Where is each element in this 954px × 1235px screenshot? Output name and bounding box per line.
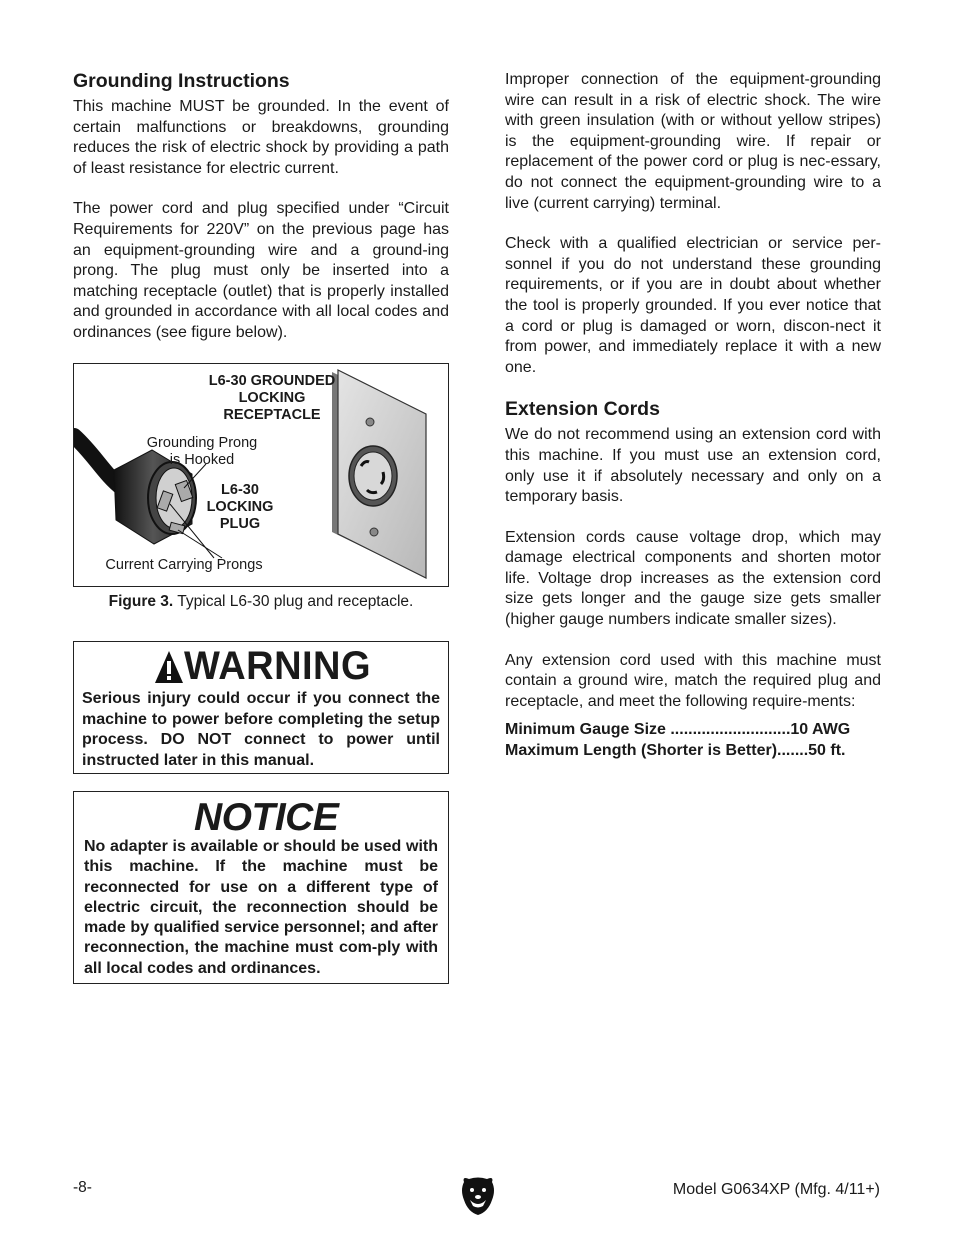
plug-label-line-3: PLUG	[219, 516, 261, 532]
extension-paragraph-2: Extension cords cause voltage drop, which may damage electrical components and shorten motor life. Voltage drop increases as the extension cord size gets longer and the gauge size gets smaller (higher gauge numbers indicate smaller sizes).	[505, 528, 881, 629]
notice-title	[194, 796, 338, 840]
right-column	[505, 70, 881, 762]
improper-connection-paragraph: Improper connection of the equipment-grounding wire can result in a risk of electric shock. The wire with green insulation (with or without yellow stripes) is the equipment-grounding wire. If repair or replacement of the power cord or plug is nec-essary, do not connect the equipment-grounding wire to a live (current carrying) terminal.	[505, 71, 881, 212]
plug-label	[200, 482, 280, 533]
notice-box	[73, 791, 449, 984]
warning-text: Serious injury could occur if you connect the machine to power before completing the setup process. DO NOT connect to power until instructed later in this manual.	[82, 690, 440, 769]
extension-paragraph-3: Any extension cord used with this machine must contain a ground wire, match the required plug and receptacle, and meet the following require-ments:	[505, 651, 881, 710]
receptacle-label-line-1: L6-30 GROUNDED	[208, 373, 336, 389]
grounding-prong-line-2: is Hooked	[169, 452, 235, 468]
spec-min-gauge: Minimum Gauge Size ...........................10 AWG	[505, 721, 851, 739]
receptacle-label	[182, 373, 362, 424]
plug-label-line-2: LOCKING	[206, 499, 274, 515]
warning-triangle-icon	[154, 650, 184, 684]
model-info: Model G0634XP (Mfg. 4/11+)	[672, 1181, 880, 1198]
receptacle-label-line-3: RECEPTACLE	[223, 407, 321, 423]
figure-caption-text: Typical L6-30 plug and receptacle.	[173, 593, 414, 610]
grounding-heading: Grounding Instructions	[73, 70, 290, 92]
plug-label-line-1: L6-30	[221, 482, 259, 498]
grounding-prong-line-1: Grounding Prong	[146, 435, 258, 451]
current-prongs-label: Current Carrying Prongs	[105, 557, 263, 573]
grounding-prong-label	[132, 435, 272, 469]
grounding-paragraph-2: The power cord and plug specified under “Circuit Requirements for 220V” on the previous page has an equipment-grounding wire and a ground-ing prong. The plug must only be inserted into a matching receptacle (outlet) that is properly installed and grounded in accordance with all local codes and ordinances (see figure below).	[73, 200, 449, 341]
extension-paragraph-1: We do not recommend using an extension cord with this machine. If you must use an extension cord, only use it if absolutely necessary and only on a temporary basis.	[505, 426, 881, 506]
grounding-paragraph-1: This machine MUST be grounded. In the event of certain malfunctions or breakdowns, grounding reduces the risk of electric shock by providing a path of least resistance for electric current.	[73, 98, 449, 177]
warning-title: WARNING	[184, 644, 371, 688]
warning-box	[73, 641, 449, 774]
bear-logo-icon	[460, 1176, 496, 1216]
extension-cords-heading: Extension Cords	[505, 398, 660, 421]
page-number: -8-	[73, 1179, 92, 1196]
receptacle-label-line-2: LOCKING	[238, 390, 306, 406]
figure-3-box	[73, 363, 449, 587]
figure-caption	[73, 593, 449, 611]
check-electrician-paragraph: Check with a qualified electrician or service per-sonnel if you do not understand these grounding requirements, or if you are in doubt about whether the tool is properly grounded. If you ever notice that a cord or plug is damaged or worn, discon-nect it from power, and immediately replace it with a new one.	[505, 235, 881, 376]
left-column	[73, 68, 449, 364]
spec-max-length: Maximum Length (Shorter is Better).......50 ft.	[505, 742, 846, 760]
notice-title-text: NOTICE	[194, 796, 339, 839]
notice-text: No adapter is available or should be used with this machine. If the machine must be reconnected for use on a different type of electric circuit, the reconnection should be made by qualified service personnel; and after reconnection, the machine must com-ply with all local codes and ordinances.	[84, 838, 438, 977]
figure-caption-label: Figure 3.	[108, 593, 174, 610]
